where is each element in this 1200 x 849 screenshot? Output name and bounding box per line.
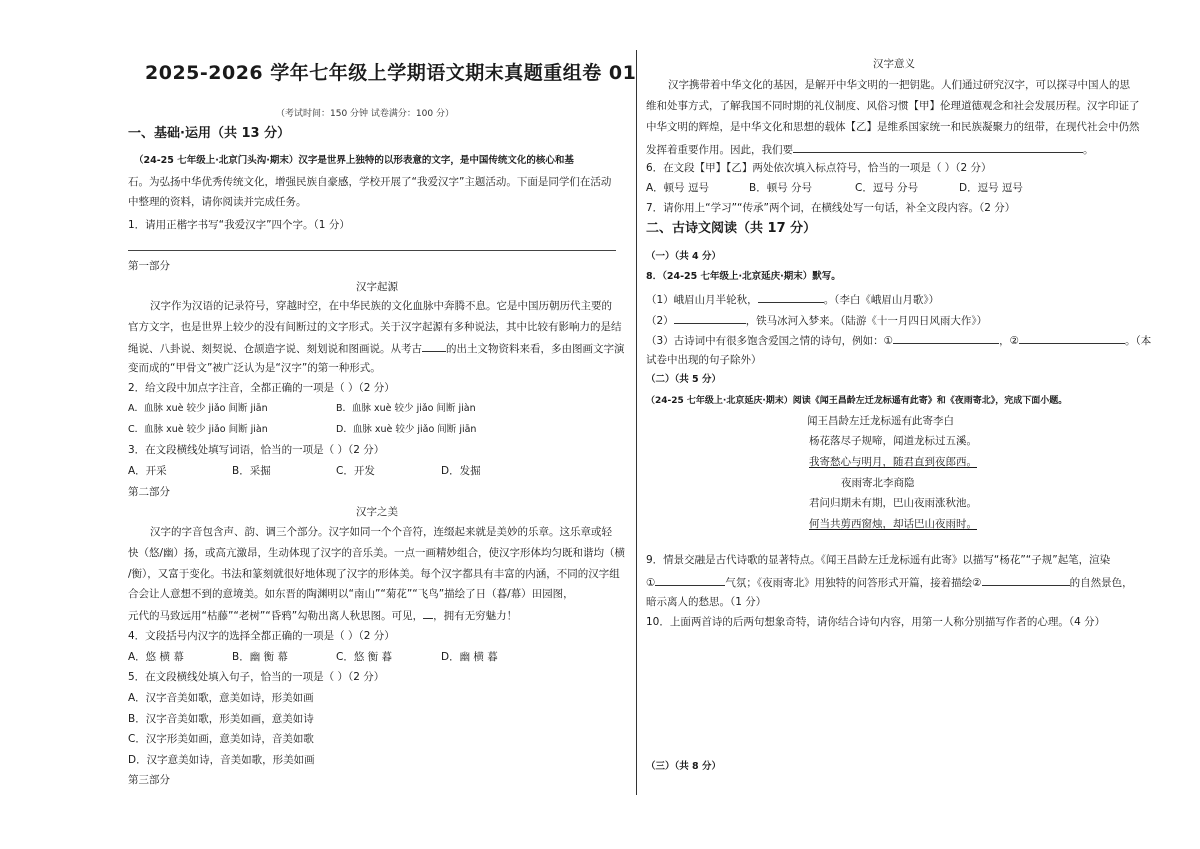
part2-title: 汉字之美 (356, 506, 398, 518)
paragraph-line: 绳说、八卦说、刻契说、仓颉造字说、刻划说和图画说。从考古 的出土文物资料来看，多由图画文字演 (128, 340, 625, 356)
poem-line: 君问归期未有期，巴山夜雨涨秋池。 (809, 497, 977, 509)
page-title: 2025-2026 学年七年级上学期语文期末真题重组卷 01 (145, 62, 637, 84)
poem-line: 杨花落尽子规啼，闻道龙标过五溪。 (809, 435, 977, 447)
part1-title: 汉字起源 (356, 281, 398, 293)
option-b: B．汉字音美如歌，形美如画，意美如诗 (128, 713, 314, 725)
question-3: 3．在文段横线处填写词语，恰当的一项是（ ）（2 分） (128, 444, 385, 456)
subsection-3: （三）（共 8 分） (646, 761, 721, 772)
poem2-title: 夜雨寄北李商隐 (841, 477, 915, 489)
poem-line: 我寄愁心与明月，随君直到夜郎西。 (809, 456, 977, 468)
option-c: C．汉字形美如画，意美如诗，音美如歌 (128, 733, 314, 745)
intro-line: （24-25 七年级上·北京门头沟·期末）汉字是世界上独特的以形表意的文字，是中国传统文化的核心和基 (134, 155, 574, 166)
fill-blank[interactable] (793, 141, 1083, 153)
option-d: D．幽 横 暮 (441, 651, 498, 663)
fill-blank[interactable] (758, 291, 824, 303)
section2-heading: 二、古诗文阅读（共 17 分） (646, 221, 817, 236)
part3-label: 第三部分 (128, 774, 170, 786)
option-d: D．发掘 (441, 465, 481, 477)
option-c: C．悠 衡 暮 (336, 651, 393, 663)
poem1-title: 闻王昌龄左迁龙标遥有此寄李白 (807, 415, 954, 427)
subsection-2: （二）（共 5 分） (646, 374, 721, 385)
paragraph-line: 合会让人意想不到的意境美。如东晋的陶渊明以“南山”“菊花”“飞鸟”描绘了日（暮/幕）田园图， (128, 588, 574, 600)
fill-blank[interactable] (422, 340, 446, 352)
exam-info: （考试时间：150 分钟 试卷满分：100 分） (276, 109, 454, 119)
option-a: A．悠 横 幕 (128, 651, 184, 663)
paragraph-line: 发挥着重要作用。因此，我们要 。 (646, 141, 1094, 157)
option-d: D．血脉 xuè 较少 jiǎo 间断 jiān (336, 424, 477, 435)
fill-blank[interactable] (655, 574, 725, 586)
option-c: C．血脉 xuè 较少 jiǎo 间断 jiàn (128, 424, 268, 435)
option-d: D．汉字意美如诗，音美如歌，形美如画 (128, 754, 315, 766)
question-7: 7．请你用上“学习”“传承”两个词，在横线处写一句话，补全文段内容。（2 分） (646, 202, 1016, 214)
question-4: 4．文段括号内汉字的选择全都正确的一项是（ ）（2 分） (128, 630, 395, 642)
option-a: A．开采 (128, 465, 167, 477)
option-b: B．幽 衡 幕 (232, 651, 288, 663)
fill-blank[interactable] (893, 332, 999, 344)
question-9-line3: 暗示离人的愁思。（1 分） (646, 596, 767, 608)
paragraph-line: 快（悠/幽）扬，或高亢激昂，生动体现了汉字的音乐美。一点一画精妙组合，使汉字形体均匀既和谐均（横 (128, 547, 626, 559)
poem-line: 何当共剪西窗烛，却话巴山夜雨时。 (809, 518, 977, 530)
part3-title: 汉字意义 (873, 58, 915, 70)
fill-blank[interactable] (674, 312, 746, 324)
fill-blank[interactable] (1019, 332, 1125, 344)
question-9-line2: ① 气氛；《夜雨寄北》用独特的问答形式开篇，接着描绘② 的自然景色， (646, 574, 1133, 590)
option-d: D．逗号 逗号 (959, 182, 1023, 194)
poem-intro: （24-25 七年级上·北京延庆·期末）阅读《闻王昌龄左迁龙标遥有此寄》和《夜雨寄北》，完成下面小题。 (646, 396, 1068, 406)
intro-line: 中整理的资料，请你阅读并完成任务。 (128, 196, 307, 208)
paragraph-line: 官方文字，也是世界上较少的没有间断过的文字形式。关于汉字起源有多种说法，其中比较有影响力的是结 (128, 321, 622, 333)
q8-item-2: （2） ，铁马冰河入梦来。（陆游《十一月四日风雨大作》） (646, 312, 987, 328)
paragraph-line: 汉字携带着中华文化的基因，是解开中华文明的一把钥匙。人们通过研究汉字，可以探寻中国人的思 (668, 79, 1130, 91)
paragraph-line: /衡），又富于变化。书法和篆刻就很好地体现了汉字的形体美。每个汉字都具有丰富的内涵，不同的汉字组 (128, 568, 620, 580)
option-c: C．逗号 分号 (855, 182, 919, 194)
q8-item-1: （1）峨眉山月半轮秋， 。（李白《峨眉山月歌》） (646, 291, 939, 307)
question-10: 10．上面两首诗的后两句想象奇特，请你结合诗句内容，用第一人称分别描写作者的心理。（4 分） (646, 616, 1106, 628)
part1-label: 第一部分 (128, 260, 170, 272)
question-8: 8．（24-25 七年级上·北京延庆·期末）默写。 (646, 271, 841, 282)
paragraph-line: 元代的马致远用“枯藤”“老树”“昏鸦”勾勒出离人秋思图。可见， ，拥有无穷魅力！ (128, 607, 517, 623)
q8-item-3-cont: 试卷中出现的句子除外） (646, 354, 762, 366)
question-2: 2．给文段中加点字注音，全都正确的一项是（ ）（2 分） (128, 382, 395, 394)
column-divider (636, 50, 637, 795)
paragraph-line: 维和处事方式，了解我国不同时期的礼仪制度、风俗习惯【甲】伦理道德观念和社会发展历程。汉字印证了 (646, 100, 1140, 112)
question-1: 1．请用正楷字书写“我爱汉字”四个字。（1 分） (128, 219, 350, 231)
fill-blank[interactable] (982, 574, 1070, 586)
answer-line (128, 250, 616, 251)
paragraph-line: 汉字的字音包含声、韵、调三个部分。汉字如同一个个音符，连缀起来就是美妙的乐章。这乐章或轻 (150, 526, 612, 538)
fill-blank[interactable] (423, 607, 433, 619)
option-c: C．开发 (336, 465, 375, 477)
option-b: B．血脉 xuè 较少 jiǎo 间断 jiàn (336, 403, 476, 414)
section1-heading: 一、基础·运用（共 13 分） (128, 126, 291, 141)
paragraph-line: 中华文明的辉煌，是中华文化和思想的载体【乙】是维系国家统一和民族凝聚力的纽带，在现代社会中仍然 (646, 121, 1140, 133)
option-b: B．采掘 (232, 465, 271, 477)
question-9: 9．情景交融是古代诗歌的显著特点。《闻王昌龄左迁龙标遥有此寄》以描写“杨花”“子规”起笔，渲染 (646, 554, 1111, 566)
question-5: 5．在文段横线处填入句子，恰当的一项是（ ）（2 分） (128, 671, 385, 683)
paragraph-line: 变而成的“甲骨文”被广泛认为是“汉字”的第一种形式。 (128, 362, 381, 374)
part2-label: 第二部分 (128, 486, 170, 498)
option-a: A．顿号 逗号 (646, 182, 710, 194)
option-a: A．汉字音美如歌，意美如诗，形美如画 (128, 692, 314, 704)
paragraph-line: 汉字作为汉语的记录符号，穿越时空，在中华民族的文化血脉中奔腾不息。它是中国历朝历代主要的 (150, 300, 612, 312)
option-b: B．顿号 分号 (749, 182, 813, 194)
subsection-1: （一）（共 4 分） (646, 251, 721, 262)
intro-line: 石。为弘扬中华优秀传统文化，增强民族自豪感，学校开展了“我爱汉字”主题活动。下面是同学们在活动 (128, 176, 612, 188)
option-a: A．血脉 xuè 较少 jiǎo 间断 jiān (128, 403, 268, 414)
question-6: 6．在文段【甲】【乙】两处依次填入标点符号，恰当的一项是（ ）（2 分） (646, 162, 992, 174)
q8-item-3: （3）古诗词中有很多饱含爱国之情的诗句，例如：① ，② 。（本 (646, 332, 1151, 348)
